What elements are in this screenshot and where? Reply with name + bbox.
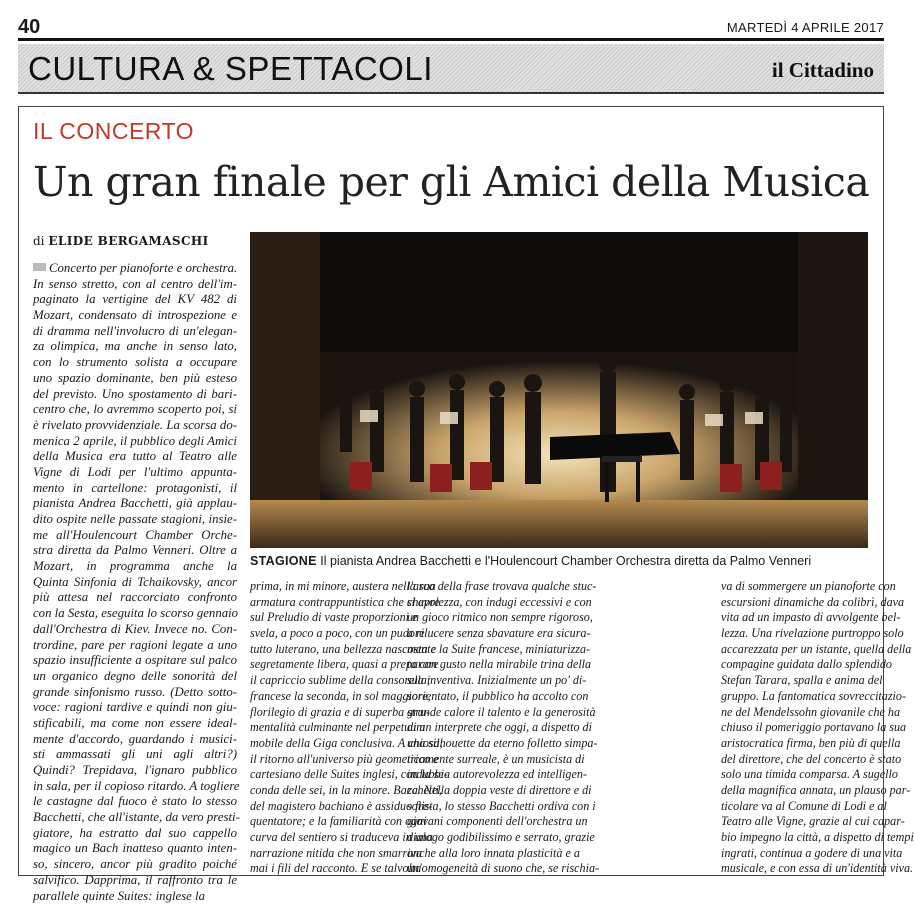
column-line: più attesa nel raccorciato confronto [33,590,237,606]
column-line: Mozart, in programma anche la [33,559,237,575]
column-line: stra diretta da Palmo Venneri. Oltre a [33,543,237,559]
author-name: ELIDE BERGAMASCHI [48,234,208,248]
column-line: stificabili, ma come non essere ideal- [33,716,237,732]
column-line: chevolezza, con indugi eccessivi e con [407,595,552,611]
column-line: con la Sesta, eseguita lo scorso gennaio [33,606,237,622]
column-line: giatore, ha estratto dal suo cappello [33,826,237,842]
column-line: del previsto. Uno spostamento di bari- [33,387,237,403]
column-line: sul Preludio di vaste proporzioni e [250,610,395,626]
column-line: del magistero bachiano è assiduo fre- [250,799,395,815]
column-line: Concerto per pianoforte e orchestra. [33,261,237,277]
byline [33,234,209,248]
column-line: florilegio di grazia e di superba stru- [250,705,395,721]
column-line: centro che, lo avremmo scoperto poi, si [33,402,237,418]
column-line: del direttore, che del concerto è stato [721,752,868,768]
column-line: Quindi? Trepidava, l'ignaro pubblico [33,763,237,779]
column-line: di un interprete che oggi, a dispetto di [407,720,552,736]
column-line: salvifico. Dapprima, il raffronto tra le [33,873,237,889]
column-line: aristocratica firma, ben più di quella [721,736,868,752]
newspaper-logo: il Cittadino [772,58,874,83]
column-line: va di sommergere un pianoforte con [721,579,868,595]
column-line: della magnifica annata, un plauso par- [721,783,868,799]
column-line: dito ospite nelle passate stagioni, insie- [33,512,237,528]
column-line: un organico degno delle sonorità del [33,669,237,685]
column-line: un'omogeneità di suono che, se rischia- [407,861,552,877]
column-line: solista, lo stesso Bacchetti ordiva con i [407,799,552,815]
column-line: dall'Orchestra di Kiev. Invece no. Con- [33,622,237,638]
column-line: Mozart, condensato di introspezione e [33,308,237,324]
column-line: Bacchetti, che all'istante, da vero presti- [33,810,237,826]
article-column-1 [33,261,237,904]
column-line: sorientato, il pubblico ha accolto con [407,689,552,705]
column-line: parallele quinte Suites: inglese la [33,889,237,904]
column-line: ticolare va al Comune di Lodi e al [721,799,868,815]
column-line: indubbia autorevolezza ed intelligen- [407,767,552,783]
page-number: 40 [18,16,40,39]
column-line: il ritorno all'universo più geometrico e [250,752,395,768]
column-line: za olimpica, ma anche in senso lato, [33,339,237,355]
column-line: tutto luterano, una bellezza nascosta e [250,642,395,658]
column-line: grande sinfonismo russo. (Detto sotto- [33,685,237,701]
column-line: sti ammassati gli uni agli altri?) [33,747,237,763]
column-line: Stefan Tarara, spalla e anima del [721,673,868,689]
orchestra-photo-illustration [250,232,868,548]
column-line: bio impegno la città, a dispetto di tempi [721,830,868,846]
column-line: ne del Mendelssohn giovanile che ha [721,705,868,721]
column-line: magico un Bach inatteso quanto inten- [33,841,237,857]
column-line: so, sincero, ancor più gradito poiché [33,857,237,873]
column-line: In senso stretto, con al centro dell'im- [33,277,237,293]
column-line: mente d'accordo, guardando i musici- [33,732,237,748]
column-line: con lo strumento solista a occupare [33,355,237,371]
column-line: svela, a poco a poco, con un pudore [250,626,395,642]
section-band [18,44,884,94]
column-line: accarezzata per un istante, quella della [721,642,868,658]
column-line: paginato la vertigine del KV 482 di [33,292,237,308]
column-line: ingrati, continua a godere di una vita [721,846,868,862]
column-line: curva del sentiero si traduceva in una [250,830,395,846]
column-line: mente la Suite francese, miniaturizza- [407,642,552,658]
caption-label: STAGIONE [250,554,317,568]
column-line: un gioco ritmico non sempre rigoroso, [407,610,552,626]
column-line: in sala, per il copioso ritardo. A togliere [33,779,237,795]
column-line: lezza. Una rivelazione purtroppo solo [721,626,868,642]
column-line: sua inventiva. Inizialmente un po' di- [407,673,552,689]
column-line: le castagne dal fuoco è stato lo stesso [33,794,237,810]
column-line: Vigne di Lodi per l'ultimo appunta- [33,465,237,481]
column-line: conda delle sei, in la minore. Bacchetti, [250,783,395,799]
byline-prefix: di [33,234,45,248]
section-title: CULTURA & SPETTACOLI [28,50,433,88]
column-line: trordine, pare per ragioni legate a uno [33,638,237,654]
column-line: me all'Houlencourt Chamber Orche- [33,528,237,544]
caption-text: Il pianista Andrea Bacchetti e l'Houlencourt Chamber Orchestra diretta da Palmo Venneri [320,554,811,568]
concert-photo [250,232,868,548]
column-line: chiuso il pomeriggio portavano la sua [721,720,868,736]
photo-caption [250,554,868,568]
column-line: ticamente surreale, è un musicista di [407,752,552,768]
column-line: mento in cartellone: protagonisti, il [33,481,237,497]
column-line: mobile della Giga conclusiva. A chiosa, [250,736,395,752]
column-line: è rivelato provvidenziale. La scorsa do- [33,418,237,434]
column-line: il capriccio sublime della consorella; [250,673,395,689]
column-line: quentatore; e la familiarità con ogni [250,814,395,830]
column-line: cartesiano delle Suites inglesi, con la se- [250,767,395,783]
issue-date: MARTEDÌ 4 APRILE 2017 [727,20,884,35]
article-column-3 [407,579,552,877]
column-line: segretamente libera, quasi a preparare [250,657,395,673]
article-column-4 [721,579,868,877]
column-line: narrazione nitida che non smarriva [250,846,395,862]
column-line: Teatro alle Vigne, grazie al cui capar- [721,814,868,830]
column-line: pianista Andrea Bacchetti, già applau- [33,496,237,512]
column-line: grande calore il talento e la generosità [407,705,552,721]
column-line: uno spazio dominante, ben più esteso [33,371,237,387]
column-line: ta con gusto nella mirabile trina della [407,657,552,673]
column-line: l'arco della frase trovava qualche stuc- [407,579,552,595]
lead-marker-icon [33,263,46,271]
column-line: Quinta Sinfonia di Tchaikovsky, ancor [33,575,237,591]
column-line: voce: ragioni tardive e quindi non giu- [33,700,237,716]
column-line: francese la seconda, in sol maggiore, [250,689,395,705]
column-line: anche alla loro innata plasticità e a [407,846,552,862]
column-line: armatura contrappuntistica che si apre [250,595,395,611]
column-line: gruppo. La fantomatica sovreccitazio- [721,689,868,705]
column-line: spazio insufficiente a ospitare sul palco [33,653,237,669]
article-column-2 [250,579,395,877]
column-line: della Musica era tutto al Teatro alle [33,449,237,465]
column-line: solo una timida comparsa. A sugello [721,767,868,783]
column-line: a rilucere senza sbavature era sicura- [407,626,552,642]
column-line: vita ad un impasto di avvolgente bel- [721,610,868,626]
column-line: escursioni dinamiche da colibrì, dava [721,595,868,611]
column-line: una silhouette da eterno folletto simpa- [407,736,552,752]
article-headline: Un gran finale per gli Amici della Musica [33,158,869,206]
column-line: di dramma nell'involucro di un'elegan- [33,324,237,340]
column-line: za. Nella doppia veste di direttore e di [407,783,552,799]
column-line: mentalità culminante nel perpetuum [250,720,395,736]
column-line: giovani componenti dell'orchestra un [407,814,552,830]
column-line: menica 2 aprile, il pubblico degli Amici [33,434,237,450]
top-rule [18,38,884,41]
column-line: dialogo godibilissimo e serrato, grazie [407,830,552,846]
article-kicker: IL CONCERTO [33,118,194,145]
column-line: compagine guidata dallo splendido [721,657,868,673]
column-line: musicale, e con essa di un'identità viva. [721,861,868,877]
column-line: prima, in mi minore, austera nella sua [250,579,395,595]
column-line: mai i fili del racconto. E se talvolta [250,861,395,877]
